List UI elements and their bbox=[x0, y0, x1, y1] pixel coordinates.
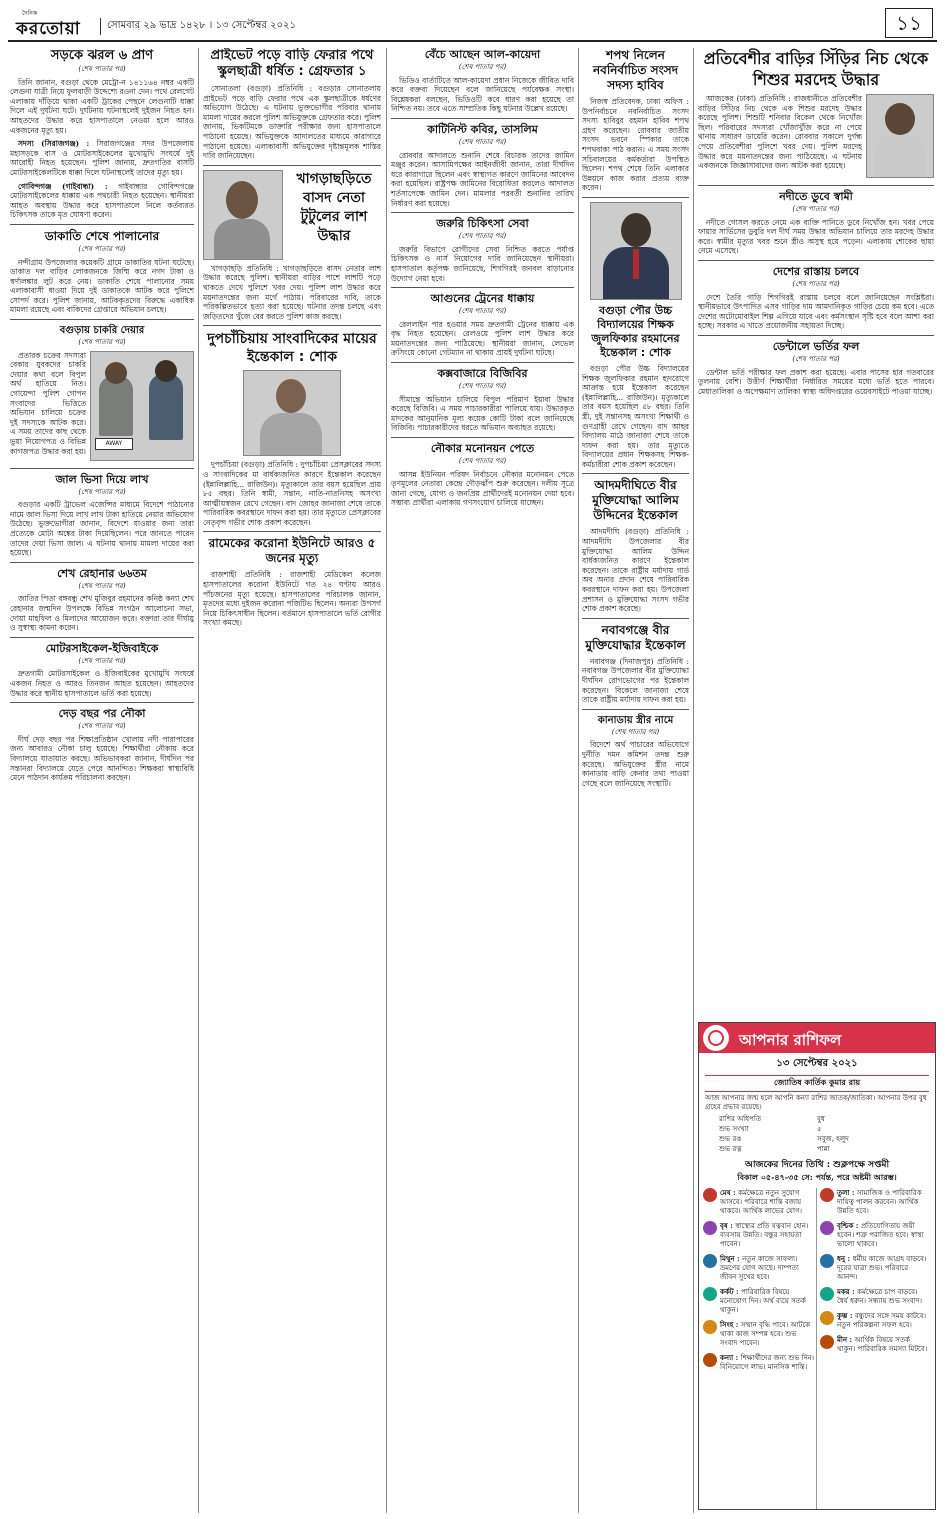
headline: সড়কে ঝরল ৬ প্রাণ bbox=[50, 48, 154, 63]
column-4 bbox=[582, 48, 689, 1513]
zodiac-sign-text: নতুন কাজে সাফল্য। ভ্রমণের যোগ আছে। দাম্পত্য জীবন সুখের হবে। bbox=[720, 1255, 799, 1281]
article-text: নদীতে গোসল করতে নেমে এক ব্যক্তি পানিতে ডুবে নিখোঁজ হন। খবর পেয়ে ফায়ার সার্ভিসের ডুবুরি দল দীর্ঘ সময় উদ্ধার অভিযান চালিয়ে তার মরদেহ উদ্ধার করে। স্বামীর মৃত্যুর খবর শুনে স্ত্রীও অসুস্থ হয়ে পড়েন। এলাকায় শোকের ছায়া নেমে এসেছে। bbox=[698, 217, 934, 256]
zodiac-symbol-icon bbox=[703, 1353, 717, 1367]
zodiac-sign-text: আর্থিক বিষয়ে সতর্ক থাকুন। পারিবারিক সমস্যা মিটবে। bbox=[837, 1336, 928, 1353]
zodiac-sign-entry bbox=[703, 1320, 815, 1348]
continuation-note: (শেষ পাতার পর) bbox=[78, 581, 126, 590]
dateline: সোমবার ২৯ ভাদ্র ১৪২৮ । ১৩ সেপ্টেম্বর ২০২১ bbox=[100, 18, 296, 35]
zodiac-sign-entry bbox=[703, 1188, 815, 1216]
zodiac-sign-entry bbox=[820, 1287, 930, 1306]
horoscope-info-table bbox=[719, 1114, 915, 1154]
continuation-note: (শেষ পাতার পর) bbox=[78, 487, 126, 496]
continuation-note: (শেষ পাতার পর) bbox=[78, 65, 126, 73]
continuation-note: (শেষ পাতার পর) bbox=[792, 205, 840, 213]
headline: ডেন্টালে ভর্তির ফল bbox=[772, 339, 860, 353]
continuation-note: (শেষ পাতার পর) bbox=[78, 656, 126, 665]
article-text: ভিডিও বার্তাটিতে আল-কায়েদা প্রধান নিজেকে জীবিত দাবি করে বক্তব্য দিয়েছেন বলে জানিয়েছে পর্যবেক্ষক সংস্থা। বিশ্লেষকরা বলছেন, ভিডিওটি কবে ধারণ করা হয়েছে তা নিশ্চিত নয়। তবে এতে সাম্প্রতিক কিছু ঘটনার উল্লেখ রয়েছে। bbox=[391, 75, 574, 114]
article-text: নবাবগঞ্জ (দিনাজপুর) প্রতিনিধি : নবাবগঞ্জ উপজেলার বীর মুক্তিযোদ্ধা দীর্ঘদিন রোগভোগের পর ইন্তেকাল করেছেন। বিকেলে জানাজা শেষে তাকে রাষ্ট্রীয় মর্যাদায় দাফন করা হয়। bbox=[582, 656, 689, 705]
headline: দুপচাঁচিয়ায় সাংবাদিকের মায়ের ইন্তেকাল : শোক bbox=[207, 331, 377, 366]
zodiac-sign-entry bbox=[820, 1335, 930, 1354]
info-key: শুভ রঙ bbox=[719, 1135, 742, 1143]
info-key: রাশির অধিপতি bbox=[719, 1115, 762, 1123]
continuation-note: (শেষ পাতার পর) bbox=[78, 722, 126, 731]
news-photo bbox=[90, 351, 194, 461]
horoscope-title: আপনার রাশিফল bbox=[739, 1031, 842, 1049]
headline: মোটরসাইকেল-ইজিবাইকে bbox=[45, 641, 159, 655]
zodiac-sign-entry bbox=[703, 1221, 815, 1249]
continuation-note: (শেষ পাতার পর) bbox=[78, 338, 126, 347]
zodiac-sign-entry bbox=[820, 1254, 930, 1282]
zodiac-symbol-icon bbox=[820, 1335, 834, 1349]
article-text: রাজশাহী প্রতিনিধি : রাজশাহী মেডিকেল কলেজ হাসপাতালের করোনা ইউনিটে গত ২৪ ঘণ্টায় আরও পাঁচজনের মৃত্যু হয়েছে। হাসপাতালের পরিচালক জানান, মৃতদের মধ্যে দুইজন করোনা পজিটিভ ছিলেন। অন্যরা উপসর্গ নিয়ে চিকিৎসাধীন ছিলেন। বর্তমানে হাসপাতালে ভর্তি রোগীর সংখ্যা কমছে। bbox=[203, 570, 381, 628]
column-3 bbox=[391, 48, 574, 1513]
article-text: তিনি জানান, বগুড়া থেকে মেট্রো-ন ১৪১১৬৪ নম্বর একটি লেগুনা যাত্রী নিয়ে ফুলবাড়ী উদ্দেশ্যে রওনা দেন। পথে রেলগেট এলাকায় দাঁড়িয়ে থাকা একটি ট্রাকের পেছনে লেগুনাটি ধাক্কা দিলে এই দুর্ঘটনা ঘটে। দুর্ঘটনায় ঘটনাস্থলেই দুইজন নিহত হন। আহতদের উদ্ধার করে হাসপাতালে নেওয়া হলে আরও একজনের মৃত্যু হয়। bbox=[10, 77, 194, 135]
info-value: সবুজ, হলুদ bbox=[817, 1135, 849, 1143]
headline: প্রাইভেট পড়ে বাড়ি ফেরার পথে স্কুলছাত্রী ধর্ষিত : গ্রেফতার ১ bbox=[210, 48, 374, 79]
zodiac-sign-entry bbox=[703, 1353, 815, 1372]
zodiac-sign-text: সম্মান বৃদ্ধি পাবে। আটকে থাকা কাজ সম্পন্ন হবে। শুভ সংবাদ পাবেন। bbox=[720, 1321, 811, 1347]
masthead bbox=[8, 6, 937, 42]
dateline-place: গোবিন্দগঞ্জ (গাইবান্ধা) : bbox=[18, 181, 108, 191]
astrologer-name: জ্যোতিষ কার্তিক কুমার রায় bbox=[705, 1075, 929, 1092]
article-text: প্রতারক চক্রের সদস্যরা বেকার যুবকদের চাকরি দেয়ার কথা বলে বিপুল অর্থ হাতিয়ে নিত। গোয়েন্দা পুলিশ গোপন সংবাদের ভিত্তিতে অভিযান চালিয়ে চক্রের দুই সদস্যকে আটক করে। এ সময় তাদের কাছ থেকে ভুয়া নিয়োগপত্র ও বিভিন্ন কাগজপত্র উদ্ধার করা হয়। bbox=[10, 350, 86, 456]
zodiac-sign-name: বৃশ্চিক : bbox=[837, 1221, 861, 1230]
article-text: সীমান্তে অভিযান চালিয়ে বিপুল পরিমাণ ইয়াবা উদ্ধার করেছে বিজিবি। এ সময় পাচারকারীরা পালিয়ে যায়। উদ্ধারকৃত মাদকের আনুমানিক মূল্য কয়েক কোটি টাকা বলে জানিয়েছে বিজিবি। পাচারকারীদের ধরতে অভিযান অব্যাহত রয়েছে। bbox=[391, 394, 574, 433]
headline: আগুনের ট্রেনের ধাক্কায় bbox=[430, 292, 535, 306]
zodiac-symbol-icon bbox=[820, 1311, 834, 1325]
info-value: পান্না bbox=[817, 1145, 830, 1153]
article-text: রোববার আদালতে শুনানি শেষে বিচারক তাদের জামিন মঞ্জুর করেন। আসামিপক্ষের আইনজীবী জানান, তারা দীর্ঘদিন ধরে কারাগারে ছিলেন এবং স্বাস্থ্যগত কারণে জামিনের আবেদন করা হয়েছিল। রাষ্ট্রপক্ষ জামিনের বিরোধিতা করলেও আদালত শর্তসাপেক্ষে জামিন দেন। মামলার পরবর্তী শুনানির তারিখ নির্ধারণ করা হয়েছে। bbox=[391, 150, 574, 208]
zodiac-symbol-icon bbox=[820, 1188, 834, 1202]
column-2 bbox=[203, 48, 381, 1513]
page-number: ১১ bbox=[885, 8, 933, 38]
headline: রামেকের করোনা ইউনিটে আরও ৫ জনের মৃত্যু bbox=[208, 536, 376, 566]
zodiac-sign-name: মিথুন : bbox=[720, 1254, 743, 1263]
article-text: দুপচাঁচিয়া (বগুড়া) প্রতিনিধি : দুপচাঁচিয়া প্রেসক্লাবের সদস্য ও সাংবাদিকের মা বার্ধক্যজনিত কারণে ইন্তেকাল করেছেন (ইন্নালিল্লাহি... রাজিউন)। মৃত্যুকালে তার বয়স হয়েছিল প্রায় ৮৫ বছর। তিনি স্বামী, সন্তান, নাতি-নাতনিসহ অসংখ্য আত্মীয়স্বজন রেখে গেছেন। বাদ জোহর জানাজা শেষে তাকে পারিবারিক কবরস্থানে দাফন করা হয়। তার মৃত্যুতে প্রেসক্লাবের নেতৃবৃন্দ গভীর শোক প্রকাশ করেছেন। bbox=[203, 460, 381, 527]
headline: নদীতে ডুবে স্বামী bbox=[779, 190, 853, 203]
article-text: রেললাইন পার হওয়ার সময় দ্রুতগামী ট্রেনের ধাক্কায় এক বৃদ্ধ নিহত হয়েছেন। রেলওয়ে পুলিশ লাশ উদ্ধার করে ময়নাতদন্তের জন্য পাঠিয়েছে। স্থানীয়রা জানান, লেভেল ক্রসিংয়ে কোনো গেটম্যান না থাকায় প্রায়ই দুর্ঘটনা ঘটছে। bbox=[391, 319, 574, 358]
zodiac-sign-name: মীন : bbox=[837, 1335, 855, 1344]
headline: নৌকার মনোনয়ন পেতে bbox=[430, 442, 535, 456]
paper-logo-small: দৈনিক bbox=[22, 10, 38, 17]
zodiac-sign-text: শিক্ষার্থীদের জন্য শুভ দিন। বিনিয়োগে লাভ। মানসিক শান্তি। bbox=[720, 1354, 815, 1371]
zodiac-sign-name: ধনু : bbox=[837, 1254, 853, 1263]
zodiac-symbol-icon bbox=[820, 1221, 834, 1235]
column-divider bbox=[693, 48, 694, 1513]
horoscope-intro: আজ আপনার জন্ম হলে আপনি কন্যা রাশির জাতক/জাতিকা। আপনার উপর বুধ গ্রহের প্রভাব রয়েছে। bbox=[705, 1094, 927, 1111]
zodiac-column-left bbox=[703, 1188, 815, 1377]
info-value: ৫ bbox=[817, 1125, 822, 1133]
zodiac-sign-name: তুলা : bbox=[837, 1188, 857, 1197]
column-divider bbox=[198, 48, 199, 1513]
zodiac-sign-text: কর্মক্ষেত্রে চাপ বাড়বে। ধৈর্য ধরুন। সন্ধ্যায় শুভ সংবাদ। bbox=[837, 1288, 922, 1305]
zodiac-sign-name: কর্কট : bbox=[720, 1287, 742, 1296]
zodiac-sign-entry bbox=[820, 1221, 930, 1249]
child-photo bbox=[866, 94, 934, 178]
person-photo bbox=[590, 202, 682, 300]
column-divider bbox=[386, 48, 387, 1513]
column-5 bbox=[698, 48, 934, 1016]
zodiac-sign-text: বন্ধুদের সঙ্গে সময় কাটবে। নতুন পরিকল্পনা সফল হবে। bbox=[837, 1312, 927, 1329]
continuation-note: (শেষ পাতার পর) bbox=[458, 232, 507, 241]
zodiac-symbol-icon bbox=[703, 1287, 717, 1301]
continuation-note: (শেষ পাতার পর) bbox=[792, 354, 840, 363]
zodiac-symbol-icon bbox=[703, 1188, 717, 1202]
zodiac-sign-name: কন্যা : bbox=[720, 1353, 741, 1362]
article-text: নিজস্ব প্রতিবেদক, ঢাকা অফিস : উপনির্বাচনে নবনির্বাচিত সংসদ সদস্য হাবিবুর রহমান হাবিব শপথ গ্রহণ করেছেন। রোববার জাতীয় সংসদ ভবনে স্পিকার তাকে শপথবাক্য পাঠ করান। এ সময় সংসদ সচিবালয়ের কর্মকর্তারা উপস্থিত ছিলেন। শপথ শেষে তিনি এলাকার উন্নয়নে কাজ করার প্রত্যয় ব্যক্ত করেন। bbox=[582, 97, 689, 193]
zodiac-sign-text: কর্মক্ষেত্রে নতুন সুযোগ আসবে। পরিবারে শান্তি বজায় থাকবে। আর্থিক লাভের যোগ। bbox=[720, 1189, 803, 1215]
tithi-time: বিকাল ০৫-৪৭-৩৫ সে: পর্যন্ত, পরে অষ্টমী আরম্ভ। bbox=[737, 1172, 897, 1182]
article-text: আদমদীঘি (বগুড়া) প্রতিনিধি : আদমদীঘি উপজেলার বীর মুক্তিযোদ্ধা আলিম উদ্দিন বার্ধক্যজনিত কারণে ইন্তেকাল করেছেন। তাকে রাষ্ট্রীয় মর্যাদায় গার্ড অব অনার প্রদান শেষে পারিবারিক কবরস্থানে দাফন করা হয়। উপজেলা প্রশাসন ও মুক্তিযোদ্ধা সংসদ গভীর শোক প্রকাশ করেছে। bbox=[582, 527, 689, 614]
article-text: ডেন্টাল ভর্তি পরীক্ষার ফল প্রকাশ করা হয়েছে। এবার পাসের হার গতবারের তুলনায় বেশি। উত্তীর্ণ শিক্ষার্থীরা নির্ধারিত সময়ের মধ্যে ভর্তি হতে পারবে। মেধাতালিকা ও অপেক্ষমাণ তালিকা স্বাস্থ্য অধিদপ্তরের ওয়েবসাইটে পাওয়া যাচ্ছে। bbox=[698, 367, 934, 396]
headline: দেশের রাস্তায় চলবে bbox=[772, 264, 860, 278]
article-text: বিদেশে অর্থ পাচারের অভিযোগে দুর্নীতি দমন কমিশন তদন্ত শুরু করেছে। অভিযুক্তের স্ত্রীর নামে কানাডায় বাড়ি কেনার তথ্য পাওয়া গেছে বলে জানিয়েছে সংস্থাটি। bbox=[582, 740, 689, 788]
horoscope-box bbox=[698, 1022, 936, 1510]
article-text: দেশে তৈরি গাড়ি শিগগিরই রাস্তায় চলবে বলে জানিয়েছেন সংশ্লিষ্টরা। স্থানীয়ভাবে উৎপাদিত এসব গাড়ির দাম আমদানিকৃত গাড়ির চেয়ে কম হবে। এতে দেশের অটোমোবাইল শিল্প এগিয়ে যাবে এবং কর্মসংস্থান সৃষ্টি হবে বলে আশা করা হচ্ছে। সরকার এ খাতে প্রয়োজনীয় সহায়তা দিচ্ছে। bbox=[698, 292, 934, 331]
zodiac-sign-name: বৃষ : bbox=[720, 1221, 736, 1230]
person-photo bbox=[203, 170, 283, 260]
horoscope-info-row bbox=[719, 1124, 915, 1134]
zodiac-symbol-icon bbox=[820, 1287, 834, 1301]
headline: বগুড়া পৌর উচ্চ বিদ্যালয়ের শিক্ষক জুলফিকার রহমানের ইন্তেকাল : শোক bbox=[591, 303, 680, 359]
article-text: জরুরি বিভাগে রোগীদের সেবা নিশ্চিত করতে পর্যাপ্ত চিকিৎসক ও নার্স নিয়োগের দাবি জানিয়েছেন স্থানীয়রা। হাসপাতাল কর্তৃপক্ষ জানিয়েছে, শিগগিরই জনবল বাড়ানোর উদ্যোগ নেয়া হবে। bbox=[391, 244, 574, 283]
article-text: নন্দীগ্রাম উপজেলার কয়েকটি গ্রামে ডাকাতির ঘটনা ঘটেছে। ডাকাত দল বাড়ির লোকজনকে জিম্মি করে নগদ টাকা ও স্বর্ণালঙ্কার লুট করে নেয়। ডাকাতি শেষে পালানোর সময় এলাকাবাসী ধাওয়া দিয়ে দুই ডাকাতকে আটক করে পুলিশে সোপর্দ করে। পুলিশ জানায়, আটককৃতদের বিরুদ্ধে একাধিক মামলা রয়েছে এবং বাকিদের গ্রেপ্তারে অভিযান চলছে। bbox=[10, 257, 194, 315]
person-photo bbox=[243, 370, 341, 456]
article-text: জাতির পিতা বঙ্গবন্ধু শেখ মুজিবুর রহমানের কনিষ্ঠ কন্যা শেখ রেহানার জন্মদিন উপলক্ষে বিভিন্ন সংগঠন আলোচনা সভা, দোয়া মাহফিল ও মিলাদের আয়োজন করে। বক্তারা তার দীর্ঘায়ু ও সুস্বাস্থ্য কামনা করেন। bbox=[10, 594, 194, 633]
headline: জরুরি চিকিৎসা সেবা bbox=[436, 217, 529, 231]
horoscope-info-row bbox=[719, 1114, 915, 1124]
zodiac-sign-name: কুম্ভ : bbox=[837, 1311, 855, 1320]
article-text: সোনাতলা (বগুড়া) প্রতিনিধি : বগুড়ার সোনাতলায় প্রাইভেট পড়ে বাড়ি ফেরার পথে এক স্কুলছাত্রীকে ধর্ষণের অভিযোগ উঠেছে। এ ঘটনায় ভুক্তভোগীর পরিবার থানায় মামলা দায়ের করলে পুলিশ অভিযুক্তকে গ্রেফতার করে। পুলিশ জানায়, ভিকটিমকে ডাক্তারি পরীক্ষার জন্য হাসপাতালে পাঠানো হয়েছে। অভিযুক্তকে আদালতের মাধ্যমে কারাগারে পাঠানো হয়েছে। এলাকাবাসী অভিযুক্তের দৃষ্টান্তমূলক শাস্তির দাবি জানিয়েছেন। bbox=[203, 84, 381, 161]
headline: কক্সবাজারে বিজিবির bbox=[437, 367, 528, 381]
headline: কাটিনিস্ট কবির, তাসলিম bbox=[427, 122, 538, 136]
zodiac-sign-text: স্বাস্থ্যের প্রতি যত্নবান হোন। ব্যবসায় উন্নতি। বন্ধুর সহায়তা পাবেন। bbox=[720, 1222, 809, 1248]
info-key: শুভ রত্ন bbox=[719, 1145, 742, 1153]
zodiac-symbol-icon bbox=[703, 1254, 717, 1268]
zodiac-sign-text: ধর্মীয় কাজে আগ্রহ বাড়বে। দূরের যাত্রা শুভ। পরিবারে আনন্দ। bbox=[837, 1255, 927, 1281]
info-value: বুধ bbox=[817, 1115, 825, 1123]
continuation-note: (শেষ পাতার পর) bbox=[792, 279, 840, 288]
article-text: খাগড়াছড়ি প্রতিনিধি : খাগড়াছড়িতে বাসদ নেতার লাশ উদ্ধার করেছে পুলিশ। স্থানীয়রা বাড়ির পাশে লাশটি পড়ে থাকতে দেখে পুলিশে খবর দেয়। পুলিশ লাশ উদ্ধার করে ময়নাতদন্তের জন্য মর্গে পাঠায়। পরিবারের দাবি, তাকে পরিকল্পিতভাবে হত্যা করা হয়েছে। ঘটনার তদন্ত চলছে এবং জড়িতদের খুঁজে বের করতে পুলিশ কাজ করছে। bbox=[203, 263, 381, 321]
photo-caption-sign: AWAY bbox=[95, 438, 133, 450]
horoscope-info-row bbox=[719, 1134, 915, 1144]
paper-logo-name: করতোয়া bbox=[16, 19, 81, 39]
zodiac-symbol-icon bbox=[703, 1221, 717, 1235]
zodiac-sign-name: সিংহ : bbox=[720, 1320, 741, 1329]
paper-logo bbox=[16, 8, 81, 39]
article-text: আসন্ন ইউনিয়ন পরিষদ নির্বাচনে নৌকার মনোনয়ন পেতে তৃণমূলের নেতারা কেন্দ্রে দৌড়ঝাঁপ শুরু করেছেন। দলীয় সূত্রে জানা গেছে, যোগ্য ও জনপ্রিয় প্রার্থীদেরই মনোনয়ন দেয়া হবে। সম্ভাব্য প্রার্থীরা এলাকায় গণসংযোগ চালিয়ে যাচ্ছেন। bbox=[391, 469, 574, 508]
zodiac-sign-name: মেষ : bbox=[720, 1188, 739, 1197]
headline: বেঁচে আছেন আল-কায়েদা bbox=[424, 48, 541, 61]
headline: শপথ নিলেন নবনির্বাচিত সংসদ সদস্য হাবিব bbox=[592, 48, 678, 92]
column-divider bbox=[578, 48, 579, 1513]
zodiac-sign-entry bbox=[703, 1254, 815, 1282]
continuation-note: (শেষ পাতার পর) bbox=[458, 457, 507, 466]
article-text: বগুড়ার একটি ট্রাভেল এজেন্সির মাধ্যমে বিদেশে পাঠানোর নামে জাল ভিসা দিয়ে লাখ লাখ টাকা হাতিয়ে নেয়ার অভিযোগ উঠেছে। ভুক্তভোগীরা জানান, বিদেশে যাওয়ার জন্য তারা প্রত্যেকে মোটা অঙ্কের টাকা দিয়েছিলেন। পরে জানতে পারেন তাদের দেয়া ভিসা জাল। এ ঘটনায় থানায় মামলা দায়ের করা হয়েছে। bbox=[10, 500, 194, 558]
continuation-note: (শেষ পাতার পর) bbox=[458, 382, 507, 391]
continuation-note: (শেষ পাতার পর) bbox=[458, 63, 507, 71]
headline: আদমদীঘিতে বীর মুক্তিযোদ্ধা আলিম উদ্দিনের ইন্তেকাল bbox=[592, 478, 679, 523]
headline: নবাবগঞ্জে বীর মুক্তিযোদ্ধার ইন্তেকাল bbox=[585, 622, 686, 652]
continuation-note: (শেষ পাতার পর) bbox=[78, 244, 126, 253]
zodiac-column-right bbox=[820, 1188, 930, 1359]
zodiac-sign-name: মকর : bbox=[837, 1287, 858, 1296]
horoscope-date: ১৩ সেপ্টেম্বর ২০২১ bbox=[776, 1058, 858, 1069]
zodiac-wheel-icon bbox=[703, 1025, 729, 1051]
zodiac-sign-text: প্রতিযোগিতায় জয়ী হবেন। শত্রু পরাজিত হবে। স্বাস্থ্য ভালো থাকবে। bbox=[837, 1222, 924, 1248]
info-key: শুভ সংখ্যা bbox=[719, 1125, 749, 1133]
zodiac-sign-text: পারিবারিক বিষয়ে মনোযোগ দিন। অর্থ ব্যয়ে সতর্ক থাকুন। bbox=[720, 1288, 806, 1314]
zodiac-sign-entry bbox=[820, 1311, 930, 1330]
headline: শেখ রেহানার ৬৬তম bbox=[57, 566, 147, 580]
headline: খাগড়াছড়িতে বাসদ নেতা টুটুলের লাশ উদ্ধার bbox=[296, 170, 372, 244]
dateline-place: সদস্য (সিরাজগঞ্জ) : bbox=[18, 139, 90, 149]
continuation-note: (শেষ পাতার পর) bbox=[458, 307, 507, 316]
tithi-line: আজকের দিনের তিথি : শুক্লপক্ষে সপ্তমী bbox=[744, 1160, 890, 1170]
article-text: দ্রুতগামী মোটরসাইকেল ও ইজিবাইকের মুখোমুখি সংঘর্ষে একজন নিহত ও আরও তিনজন আহত হয়েছেন। আহতদের উদ্ধার করে স্থানীয় হাসপাতালে ভর্তি করা হয়েছে। bbox=[10, 669, 194, 698]
headline: ডাকাতি শেষে পালানোর bbox=[44, 228, 160, 243]
headline: প্রতিবেশীর বাড়ির সিঁড়ির নিচ থেকে শিশুর মরদেহ উদ্ধার bbox=[703, 49, 929, 89]
headline: কানাডায় স্ত্রীর নামে bbox=[597, 714, 674, 726]
zodiac-symbol-icon bbox=[703, 1320, 717, 1334]
column-1 bbox=[10, 48, 194, 1513]
zodiac-sign-entry bbox=[820, 1188, 930, 1216]
horoscope-header bbox=[699, 1023, 935, 1053]
article-text: দীর্ঘ দেড় বছর পর শিক্ষাপ্রতিষ্ঠান খোলায় নদী পারাপারের জন্য আবারও নৌকা চালু হয়েছে। শিক্ষার্থীরা নৌকায় করে বিদ্যালয়ে যাতায়াত করছে। অভিভাবকরা জানান, দীর্ঘদিন পর সন্তানরা বিদ্যালয়ে যেতে পেরে আনন্দিত। শিক্ষকরা স্বাস্থ্যবিধি মেনে পাঠদান কার্যক্রম পরিচালনা করছেন। bbox=[10, 734, 194, 783]
zodiac-symbol-icon bbox=[820, 1254, 834, 1268]
article-text: বগুড়া পৌর উচ্চ বিদ্যালয়ের শিক্ষক জুলফিকার রহমান হৃদরোগে আক্রান্ত হয়ে ইন্তেকাল করেছেন (ইন্নালিল্লাহি... রাজিউন)। মৃত্যুকালে তার বয়স হয়েছিল ৫৮ বছর। তিনি স্ত্রী, দুই সন্তানসহ অসংখ্য শিক্ষার্থী ও গুণগ্রাহী রেখে গেছেন। বাদ আছর বিদ্যালয় মাঠে জানাজা শেষে তাকে দাফন করা হয়। তার মৃত্যুতে বিদ্যালয়ের প্রধান শিক্ষকসহ শিক্ষক-কর্মচারীরা শোক প্রকাশ করেছেন। bbox=[582, 363, 689, 469]
article-text: সিরাজগঞ্জের সদর উপজেলায় মহাসড়কে বাস ও মোটরসাইকেলের মুখোমুখি সংঘর্ষে দুই আরোহী নিহত হয়েছেন। পুলিশ জানায়, দ্রুতগতির বাসটি মোটরসাইকেলটিকে ধাক্কা দিলে ঘটনাস্থলেই তাদের মৃত্যু হয়। bbox=[10, 139, 194, 177]
headline: জাল ভিসা দিয়ে লাখ bbox=[55, 472, 149, 486]
continuation-note: (শেষ পাতার পর) bbox=[458, 137, 507, 146]
newspaper-page bbox=[8, 6, 937, 1513]
headline: বগুড়ায় চাকরি দেয়ার bbox=[59, 325, 145, 337]
zodiac-sign-text: সামাজিক ও পারিবারিক দায়িত্ব পালন করবেন। আর্থিক উন্নতি হবে। bbox=[837, 1189, 922, 1215]
article-text: আজকের (ঢাকা) প্রতিনিধি : রাজধানীতে প্রতিবেশীর বাড়ির সিঁড়ির নিচ থেকে এক শিশুর মরদেহ উদ্ধার করেছে পুলিশ। শিশুটি শনিবার বিকেল থেকে নিখোঁজ ছিল। পরিবারের সদস্যরা খোঁজাখুঁজি করে না পেয়ে থানায় সাধারণ ডায়েরি করেন। রোববার সকালে দুর্গন্ধ পেয়ে প্রতিবেশীরা পুলিশে খবর দেয়। পুলিশ মরদেহ উদ্ধার করে ময়নাতদন্তের জন্য পাঠিয়েছে। এ ঘটনায় একজনকে জিজ্ঞাসাবাদের জন্য আটক করা হয়েছে। bbox=[698, 94, 862, 171]
continuation-note: (শেষ পাতার পর) bbox=[611, 727, 660, 736]
headline: দেড় বছর পর নৌকা bbox=[58, 707, 146, 721]
zodiac-sign-entry bbox=[703, 1287, 815, 1315]
horoscope-info-row bbox=[719, 1144, 915, 1154]
article-text: গাইবান্ধার গোবিন্দগঞ্জে মোটরসাইকেলের ধাক্কায় এক পথচারী নিহত হয়েছেন। স্থানীয়রা আহত অবস্থায় উদ্ধার করে হাসপাতালে নিলে কর্তব্যরত চিকিৎসক তাকে মৃত ঘোষণা করেন। bbox=[10, 181, 194, 220]
